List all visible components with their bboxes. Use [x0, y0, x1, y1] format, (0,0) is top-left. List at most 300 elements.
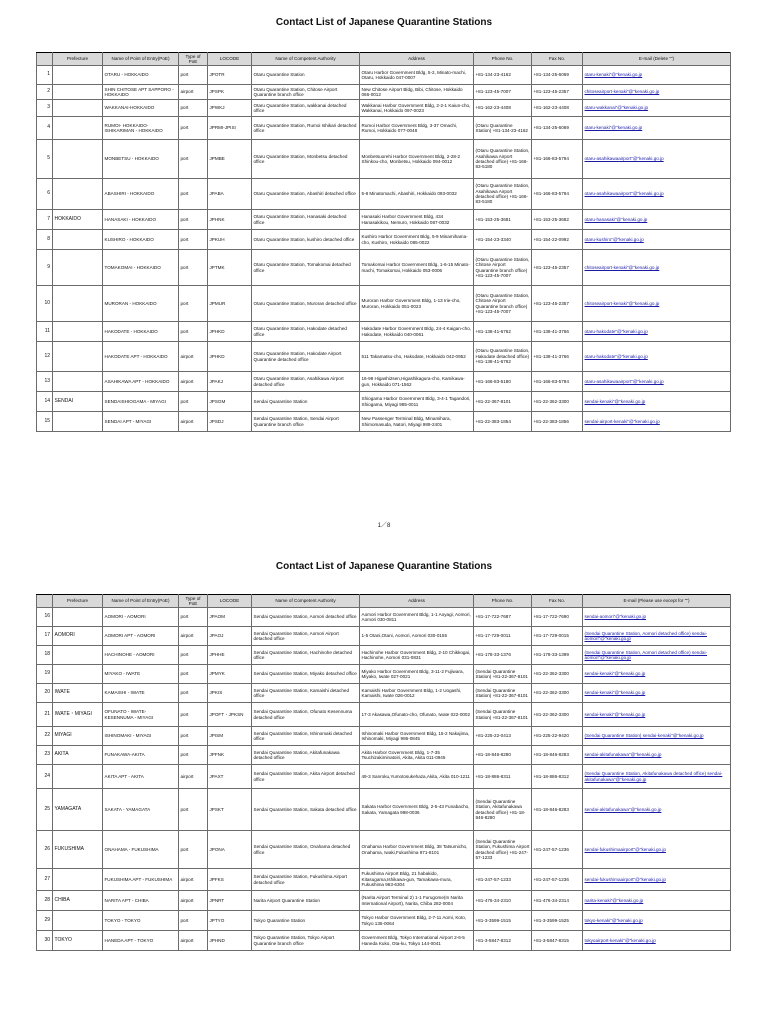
- table-row: [37, 765, 731, 789]
- locode-cell: JPHND: [208, 931, 252, 951]
- row-number: 9: [37, 250, 53, 286]
- email-link[interactable]: sendai-kenaki"@"kenaki.go.jp: [584, 398, 646, 404]
- locode-cell: JPSGM: [208, 392, 252, 412]
- locode-cell: JPFKS: [208, 869, 252, 891]
- poe-cell: MONBETSU - HOKKAIDO: [103, 140, 179, 179]
- table-row: [37, 646, 731, 665]
- address-cell: Aomori Harbor Government Bldg, 1-1 Aoyagi, Aomori, Aomori 030-0811: [360, 608, 474, 627]
- prefecture-cell: CHIBA: [53, 891, 103, 911]
- table-row: [37, 831, 731, 869]
- email-link[interactable]: otaru-asahikawaairport"@"kenaki.go.jp: [584, 378, 664, 384]
- col-phone: Phone No.: [474, 595, 532, 608]
- type-cell: port: [179, 392, 208, 412]
- poe-cell: KUSHIRO - HOKKAIDO: [103, 230, 179, 250]
- phone-cell: +81-134-23-4162: [474, 66, 532, 85]
- phone-cell: +81-154-23-3340: [474, 230, 532, 250]
- poe-cell: MIYAKO - IWATE: [103, 665, 179, 684]
- locode-cell: JPABA: [208, 179, 252, 210]
- type-cell: airport: [179, 765, 208, 789]
- fax-cell: +81-22-362-3300: [532, 392, 583, 412]
- email-cell: [583, 392, 731, 412]
- email-cell: [583, 372, 731, 392]
- locode-cell: JPKUH: [208, 230, 252, 250]
- email-cell: [583, 869, 731, 891]
- email-link[interactable]: sendai-kenaki"@"kenaki.go.jp: [584, 711, 646, 717]
- email-link[interactable]: chitoseairport-kenaki"@"kenaki.go.jp: [584, 300, 660, 306]
- poe-cell: HAKODATE APT - HOKKAIDO: [103, 342, 179, 372]
- locode-cell: JPAOJ: [208, 627, 252, 646]
- table-row: [37, 746, 731, 765]
- table-row: [37, 85, 731, 100]
- authority-cell: Sendai Quarantine Station, Akita Airport detached office: [252, 765, 360, 789]
- prefecture-cell: AKITA: [53, 746, 103, 765]
- col-address: Address: [360, 595, 474, 608]
- address-cell: (Narita Airport Terminal 2) 1-1 Furugome(In Narita International Airport), Narita, Chiba 282-0004: [360, 891, 474, 911]
- email-link[interactable]: otaru-kushiro"@"kenaki.go.jp: [584, 236, 644, 242]
- address-cell: Ishinomaki Harbor Government Bldg, 15-2 Nakajima, Ishinomaki, Miyagi 986-0845: [360, 727, 474, 746]
- poe-cell: FUKUSHIMA APT - FUKUSHIMA: [103, 869, 179, 891]
- email-cell: [583, 230, 731, 250]
- locode-cell: JPMUR: [208, 286, 252, 322]
- authority-cell: Sendai Quarantine Station, Onahama detached office: [252, 831, 360, 869]
- table-row: [37, 665, 731, 684]
- authority-cell: Sendai Quarantine Station, Aomori detached office: [252, 608, 360, 627]
- email-link[interactable]: tokyoairport-kenaki"@"kenaki.go.jp: [584, 937, 656, 943]
- email-cell: [583, 665, 731, 684]
- locode-cell: JPSPK: [208, 85, 252, 100]
- poe-cell: TOMAKOMAI - HOKKAIDO: [103, 250, 179, 286]
- poe-cell: AOMORI - AOMORI: [103, 608, 179, 627]
- locode-cell: JPWKJ: [208, 100, 252, 117]
- email-link[interactable]: sendai-akitafunakawa"@"kenaki.go.jp: [584, 806, 662, 812]
- fax-cell: +81-22-362-3300: [532, 703, 583, 727]
- locode-cell: JPTYO: [208, 911, 252, 931]
- locode-cell: JPSDJ: [208, 412, 252, 432]
- table-row: [37, 684, 731, 703]
- row-number: 26: [37, 831, 53, 869]
- table-row: [37, 140, 731, 179]
- poe-cell: AKITA APT - AKITA: [103, 765, 179, 789]
- row-number: 14: [37, 392, 53, 412]
- email-link[interactable]: otaru-wakkanai"@"kenaki.go.jp: [584, 105, 649, 111]
- row-number: 10: [37, 286, 53, 322]
- row-number: 18: [37, 646, 53, 665]
- fax-cell: +81-123-45-2357: [532, 250, 583, 286]
- address-cell: Kamaishi Harbor Government Bldg, 1-2 Uogashi, Kamaishi, Iwate 026-0012: [360, 684, 474, 703]
- email-link[interactable]: otaru-kenaki"@"kenaki.go.jp: [584, 125, 643, 131]
- poe-cell: HANEDA APT - TOKYO: [103, 931, 179, 951]
- fax-cell: +81-3-5847-8315: [532, 931, 583, 951]
- table-row: [37, 789, 731, 831]
- locode-cell: JPHNK: [208, 210, 252, 230]
- phone-cell: (Otaru Quarantine Station, Asahikawa Airport detached office) +81-166-83-5180: [474, 179, 532, 210]
- type-cell: port: [179, 746, 208, 765]
- poe-cell: SENDAI APT - MIYAGI: [103, 412, 179, 432]
- prefecture-cell: [53, 322, 103, 342]
- address-cell: Monbetsuorehi Harbor Government Bldg, 2-28-2 Shinkou-cho, Monbetsu, Hokkaido 094-0012: [360, 140, 474, 179]
- address-cell: Wakkanai Harbor Government Bldg, 2-2-1 Kaiun-cho, Wakkanai, Hokkaido 097-0023: [360, 100, 474, 117]
- email-cell: [583, 608, 731, 627]
- col-email: E-mail (Please use except for ""): [583, 595, 731, 608]
- type-cell: airport: [179, 891, 208, 911]
- type-cell: port: [179, 250, 208, 286]
- phone-cell: +81-17-729-0011: [474, 627, 532, 646]
- prefecture-cell: HOKKAIDO: [53, 210, 103, 230]
- email-link[interactable]: otaru-hakodate"@"kenaki.go.jp: [584, 328, 648, 334]
- poe-cell: MURORAN - HOKKAIDO: [103, 286, 179, 322]
- table-row: [37, 392, 731, 412]
- table-row: [37, 608, 731, 627]
- authority-cell: Otaru Quarantine Station, Abashiri detached office: [252, 179, 360, 210]
- row-number: 27: [37, 869, 53, 891]
- row-number: 11: [37, 322, 53, 342]
- type-cell: port: [179, 789, 208, 831]
- email-link[interactable]: sendai-kenaki"@"kenaki.go.jp: [584, 690, 646, 696]
- row-number: 28: [37, 891, 53, 911]
- email-cell: [583, 703, 731, 727]
- locode-cell: JPMBE: [208, 140, 252, 179]
- row-number: 22: [37, 727, 53, 746]
- prefecture-cell: [53, 665, 103, 684]
- col-poe: Name of Point of Entry(PoE): [103, 595, 179, 608]
- address-cell: 511 Takamatsu-cho, Hakodate, Hokkaido 042-0952: [360, 342, 474, 372]
- fax-cell: +81-17-729-0015: [532, 627, 583, 646]
- locode-cell: JPKIS: [208, 684, 252, 703]
- address-cell: Miyako Harbor Government Bldg, 3-11-2 Fujiwara, Miyako, Iwate 027-0021: [360, 665, 474, 684]
- table-row: [37, 703, 731, 727]
- phone-cell: +81-123-45-7007: [474, 85, 532, 100]
- row-number: 5: [37, 140, 53, 179]
- email-link[interactable]: otaru-hanasaki"@"kenaki.go.jp: [584, 216, 648, 222]
- locode-cell: JPAOM: [208, 608, 252, 627]
- fax-cell: +81-18-846-8283: [532, 746, 583, 765]
- phone-cell: +81-153-25-3681: [474, 210, 532, 230]
- email-link[interactable]: tokyo-kenaki"@"kenaki.go.jp: [584, 917, 643, 923]
- locode-cell: JPFNK: [208, 746, 252, 765]
- email-link[interactable]: sendai-airport-kenaki"@"kenaki.go.jp: [584, 418, 660, 424]
- type-cell: port: [179, 140, 208, 179]
- table-row: [37, 727, 731, 746]
- type-cell: airport: [179, 342, 208, 372]
- prefecture-cell: IWATE: [53, 684, 103, 703]
- col-authority: Name of Competent Authority: [252, 53, 360, 66]
- row-number: 19: [37, 665, 53, 684]
- email-link[interactable]: (Sendai Quarantine Station, Aomori detached office) sendai-aomori"@"kenaki.go.jp: [584, 630, 707, 641]
- locode-cell: JPHKD: [208, 342, 252, 372]
- fax-cell: +81-123-45-2357: [532, 286, 583, 322]
- table-row: [37, 286, 731, 322]
- email-cell: [583, 286, 731, 322]
- locode-cell: JPONA: [208, 831, 252, 869]
- type-cell: port: [179, 210, 208, 230]
- locode-cell: JPOFT・JPKSN: [208, 703, 252, 727]
- prefecture-cell: [53, 85, 103, 100]
- col-locode: LOCODE: [208, 595, 252, 608]
- col-authority: Name of Competent Authority: [252, 595, 360, 608]
- authority-cell: Otaru Quarantine Station, wakkanai detached office: [252, 100, 360, 117]
- authority-cell: Sendai Quarantine Station, Sendai Airport Quarantine branch office: [252, 412, 360, 432]
- address-cell: Kushiro Harbor Government Bldg, 5-9 Minamihama-cho, Kushiro, Hokkaido 085-0022: [360, 230, 474, 250]
- type-cell: airport: [179, 85, 208, 100]
- phone-cell: +81-138-41-6762: [474, 322, 532, 342]
- address-cell: 16-98 Higashi2sen,Higashikagura-cho, Kamikawa-gun, Hokkaido 071-1562: [360, 372, 474, 392]
- address-cell: Government Bldg, Tokyo International Airport 2-6-5 Haneda Kuko, Ota-ku, Tokyo 144-0041: [360, 931, 474, 951]
- row-number: 3: [37, 100, 53, 117]
- row-number: 23: [37, 746, 53, 765]
- email-cell: [583, 322, 731, 342]
- phone-cell: +81-18-846-8280: [474, 746, 532, 765]
- email-cell: [583, 412, 731, 432]
- type-cell: port: [179, 665, 208, 684]
- fax-cell: +81-247-57-1236: [532, 869, 583, 891]
- email-link[interactable]: otaru-kenaki"@"kenaki.go.jp: [584, 72, 643, 78]
- type-cell: airport: [179, 627, 208, 646]
- row-number: 20: [37, 684, 53, 703]
- table-row: [37, 179, 731, 210]
- quarantine-table-page2: [36, 594, 731, 951]
- table-header-row: [37, 53, 731, 66]
- row-number: 15: [37, 412, 53, 432]
- email-cell: [583, 100, 731, 117]
- phone-cell: +81-225-22-0413: [474, 727, 532, 746]
- prefecture-cell: [53, 372, 103, 392]
- poe-cell: WAKKANAI-HOKKAIDO: [103, 100, 179, 117]
- phone-cell: +81-22-383-1854: [474, 412, 532, 432]
- row-number: 8: [37, 230, 53, 250]
- fax-cell: +81-3-3599-1525: [532, 911, 583, 931]
- row-number: 13: [37, 372, 53, 392]
- type-cell: airport: [179, 412, 208, 432]
- row-number: 6: [37, 179, 53, 210]
- authority-cell: Sendai Quarantine Station, Akitafunakawa detached office: [252, 746, 360, 765]
- row-number: 21: [37, 703, 53, 727]
- prefecture-cell: IWATE・MIYAGI: [53, 703, 103, 727]
- type-cell: port: [179, 286, 208, 322]
- email-cell: [583, 684, 731, 703]
- row-number: 16: [37, 608, 53, 627]
- authority-cell: Narita Airport Quarantine Station: [252, 891, 360, 911]
- fax-cell: +81-154-22-0992: [532, 230, 583, 250]
- fax-cell: +81-247-57-1236: [532, 831, 583, 869]
- col-type: Type of PoE: [179, 53, 208, 66]
- phone-cell: +81-17-722-7687: [474, 608, 532, 627]
- poe-cell: SENDAISHIOGAMA - MIYAGI: [103, 392, 179, 412]
- type-cell: port: [179, 911, 208, 931]
- email-link[interactable]: sendai-akitafunakawa"@"kenaki.go.jp: [584, 752, 662, 758]
- table-header-row: [37, 595, 731, 608]
- type-cell: port: [179, 179, 208, 210]
- row-number: 4: [37, 117, 53, 140]
- email-link[interactable]: chitoseairport-kenaki"@"kenaki.go.jp: [584, 264, 660, 270]
- poe-cell: FUNAKAWA-AKITA: [103, 746, 179, 765]
- poe-cell: AOMORI APT - AOMORI: [103, 627, 179, 646]
- email-cell: [583, 891, 731, 911]
- type-cell: port: [179, 608, 208, 627]
- col-locode: LOCODE: [208, 53, 252, 66]
- poe-cell: TOKYO - TOKYO: [103, 911, 179, 931]
- phone-cell: +81-3-3599-1515: [474, 911, 532, 931]
- prefecture-cell: [53, 646, 103, 665]
- table-row: [37, 412, 731, 432]
- email-link[interactable]: sendai-fukushimaairport"@"kenaki.go.jp: [584, 876, 666, 882]
- fax-cell: +81-134-25-6069: [532, 66, 583, 85]
- authority-cell: Sendai Quarantine Station, Ofunato Kesennuma detached office: [252, 703, 360, 727]
- col-prefecture: Prefecture: [53, 595, 103, 608]
- locode-cell: JPAXT: [208, 765, 252, 789]
- authority-cell: Otaru Quarantine Station, Monbetsu detached office: [252, 140, 360, 179]
- table-row: [37, 869, 731, 891]
- page-number: 1／8: [377, 523, 391, 529]
- table-row: [37, 627, 731, 646]
- row-number: 30: [37, 931, 53, 951]
- authority-cell: Otaru Quarantine Station, Tomakomai detached office: [252, 250, 360, 286]
- fax-cell: +81-134-25-6069: [532, 117, 583, 140]
- email-cell: [583, 627, 731, 646]
- authority-cell: Sendai Quarantine Station, Miyako detached office: [252, 665, 360, 684]
- email-cell: [583, 85, 731, 100]
- fax-cell: +81-166-83-5794: [532, 140, 583, 179]
- table-row: [37, 117, 731, 140]
- table-row: [37, 372, 731, 392]
- email-cell: [583, 746, 731, 765]
- email-link[interactable]: otaru-asahikawaairport"@"kenaki.go.jp: [584, 156, 664, 162]
- email-cell: [583, 765, 731, 789]
- phone-cell: +81-18-886-8311: [474, 765, 532, 789]
- phone-cell: (Otaru Quarantine Station, Asahikawa Airport detached office) +81-166-83-5180: [474, 140, 532, 179]
- prefecture-cell: YAMAGATA: [53, 789, 103, 831]
- locode-cell: JPRMI-JPISI: [208, 117, 252, 140]
- phone-cell: (Sendai Quarantine Station) +81-22-367-8101: [474, 684, 532, 703]
- authority-cell: Sendai Quarantine Station, Aomori Airport detached office: [252, 627, 360, 646]
- authority-cell: Otaru Quarantine Station, Asahikawa Airport detached office: [252, 372, 360, 392]
- phone-cell: (Otaru Quarantine Station, Chitose Airport Quarantine branch office) +81-123-45-7007: [474, 286, 532, 322]
- phone-cell: (Otaru Quarantine Station) +81-134-23-4162: [474, 117, 532, 140]
- email-link[interactable]: sendai-kenaki"@"kenaki.go.jp: [584, 671, 646, 677]
- col-no: [37, 595, 53, 608]
- authority-cell: Otaru Quarantine Station, Hanasaki detached office: [252, 210, 360, 230]
- poe-cell: RUMOI- HOKKAIDO- ISHIKARIMAN - HOKKAIDO: [103, 117, 179, 140]
- prefecture-cell: [53, 342, 103, 372]
- authority-cell: Sendai Quarantine Station, Ishinomaki detached office: [252, 727, 360, 746]
- table-row: [37, 66, 731, 85]
- email-link[interactable]: otaru-asahikawaairport"@"kenaki.go.jp: [584, 191, 664, 197]
- phone-cell: (Sendai Quarantine Station) +81-22-367-8101: [474, 665, 532, 684]
- fax-cell: +81-22-362-3300: [532, 684, 583, 703]
- address-cell: 1-5 Otani,Otani, Aomori, Aomori 030-0155: [360, 627, 474, 646]
- authority-cell: Tokyo Quarantine Station: [252, 911, 360, 931]
- page1-title: Contact List of Japanese Quarantine Stations: [275, 17, 493, 28]
- row-number: 1: [37, 66, 53, 85]
- email-link[interactable]: sendai-aomori"@"kenaki.go.jp: [584, 614, 647, 620]
- poe-cell: KAMAISHI - IWATE: [103, 684, 179, 703]
- locode-cell: JPNRT: [208, 891, 252, 911]
- address-cell: 17-3 Akasawa,Ofunato-cho, Ofunato, Iwate 022-0002: [360, 703, 474, 727]
- email-link[interactable]: chitoseairport-kenaki"@"kenaki.go.jp: [584, 89, 660, 95]
- table-row: [37, 322, 731, 342]
- table-row: [37, 911, 731, 931]
- type-cell: airport: [179, 372, 208, 392]
- locode-cell: JPHHE: [208, 646, 252, 665]
- table-row: [37, 100, 731, 117]
- poe-cell: HAKODATE - HOKKAIDO: [103, 322, 179, 342]
- fax-cell: +81-22-383-1856: [532, 412, 583, 432]
- type-cell: port: [179, 100, 208, 117]
- fax-cell: +81-138-41-3766: [532, 322, 583, 342]
- type-cell: port: [179, 230, 208, 250]
- address-cell: Fukushima Airport Bldg, 21 habakido, Kitasugama,Ishikawa-gun, Tamakawa-mura, Fukushima 963-6304: [360, 869, 474, 891]
- address-cell: Sakata Harbor Government Bldg, 2-5-43 Funabacho, Sakata, Yamagata 998-0036: [360, 789, 474, 831]
- row-number: 12: [37, 342, 53, 372]
- prefecture-cell: [53, 230, 103, 250]
- email-cell: [583, 250, 731, 286]
- phone-cell: +81-162-23-4408: [474, 100, 532, 117]
- email-link[interactable]: (Sendai Quarantine Station, Aomori detached office) sendai-aomori"@"kenaki.go.jp: [584, 649, 707, 660]
- phone-cell: +81-247-57-1233: [474, 869, 532, 891]
- email-cell: [583, 140, 731, 179]
- prefecture-cell: [53, 286, 103, 322]
- fax-cell: +81-18-846-8283: [532, 789, 583, 831]
- prefecture-cell: [53, 140, 103, 179]
- prefecture-cell: FUKUSHIMA: [53, 831, 103, 869]
- page2-title: Contact List of Japanese Quarantine Stations: [275, 561, 493, 572]
- type-cell: port: [179, 322, 208, 342]
- phone-cell: (Otaru Quarantine Station, Hakodate detached office) +81-138-41-6762: [474, 342, 532, 372]
- authority-cell: Sendai Quarantine Station, Sakata detached office: [252, 789, 360, 831]
- poe-cell: NARITA APT - CHIBA: [103, 891, 179, 911]
- email-link[interactable]: (Sendai Quarantine Station, Akitafunakawa detached office) sendai-akitafunakawa"@"kenaki.go.jp: [584, 771, 723, 782]
- address-cell: Muroran Harbor Government Bldg, 1-13 Irie-cho, Muroran, Hokkaido 051-0023: [360, 286, 474, 322]
- type-cell: port: [179, 831, 208, 869]
- prefecture-cell: [53, 117, 103, 140]
- prefecture-cell: [53, 412, 103, 432]
- col-no: [37, 53, 53, 66]
- authority-cell: Otaru Quarantine Station, Rumoi Ishikari detached office: [252, 117, 360, 140]
- locode-cell: JPAKJ: [208, 372, 252, 392]
- fax-cell: +81-178-33-1399: [532, 646, 583, 665]
- fax-cell: +81-153-25-3682: [532, 210, 583, 230]
- address-cell: Hakodate Harbor Government Bldg, 24-4 Kaigan-cho, Hakodate, Hokkaido 040-0061: [360, 322, 474, 342]
- phone-cell: +81-166-83-5180: [474, 372, 532, 392]
- address-cell: Onahama Harbor Government Bldg, 38 Tatsumicho, Onahama, Iwaki,Fukushima 971-8101: [360, 831, 474, 869]
- col-address: Address: [360, 53, 474, 66]
- type-cell: port: [179, 646, 208, 665]
- prefecture-cell: MIYAGI: [53, 727, 103, 746]
- email-link[interactable]: otaru-hakodate"@"kenaki.go.jp: [584, 353, 648, 359]
- prefecture-cell: [53, 911, 103, 931]
- authority-cell: Otaru Quarantine Station: [252, 66, 360, 85]
- row-number: 7: [37, 210, 53, 230]
- col-fax: Fax No.: [532, 595, 583, 608]
- locode-cell: JPOTR: [208, 66, 252, 85]
- type-cell: port: [179, 703, 208, 727]
- address-cell: New Chitose Airport Bldg, Bibi, Chitose, Hokkaido 066-0012: [360, 85, 474, 100]
- prefecture-cell: [53, 179, 103, 210]
- row-number: 29: [37, 911, 53, 931]
- address-cell: Tomakomai Harbor Government Bldg, 1-6-15 Minato-machi, Tomakomai, Hokkaido 053-0006: [360, 250, 474, 286]
- table-row: [37, 891, 731, 911]
- fax-cell: +81-166-83-5794: [532, 372, 583, 392]
- row-number: 2: [37, 85, 53, 100]
- type-cell: port: [179, 66, 208, 85]
- email-link[interactable]: narita-kenaki"@"kenaki.go.jp: [584, 897, 644, 903]
- phone-cell: (Sendai Quarantine Station) +81-22-367-8101: [474, 703, 532, 727]
- fax-cell: +81-225-22-9420: [532, 727, 583, 746]
- phone-cell: +81-3-5847-8312: [474, 931, 532, 951]
- prefecture-cell: [53, 869, 103, 891]
- type-cell: port: [179, 727, 208, 746]
- email-link[interactable]: sendai-fukushimaairport"@"kenaki.go.jp: [584, 846, 666, 852]
- email-link[interactable]: (Sendai Quarantine Station) sendai-kenaki"@"kenaki.go.jp: [584, 733, 704, 739]
